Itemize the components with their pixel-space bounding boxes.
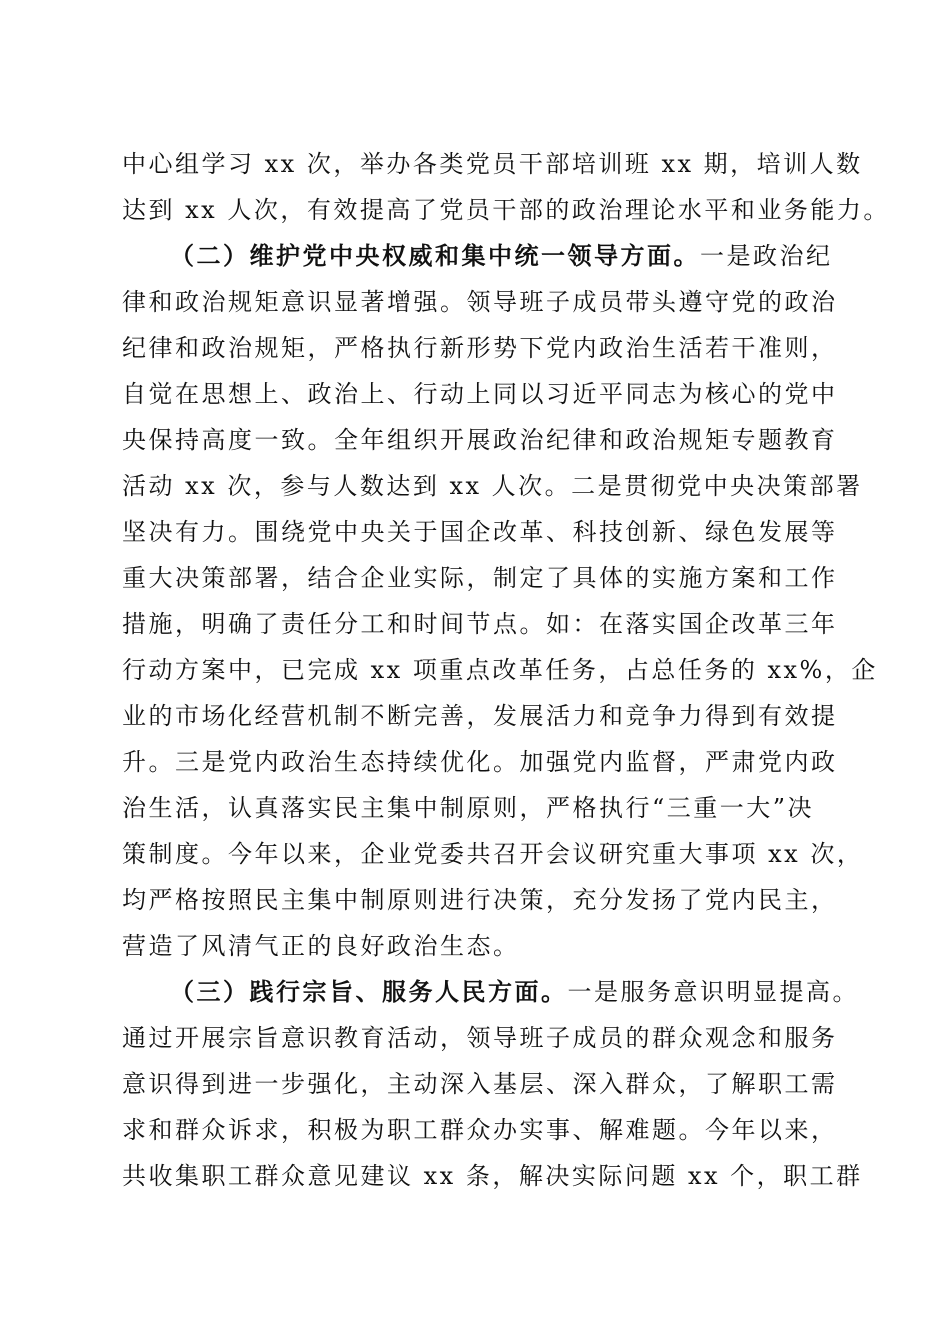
text-line: 策制度。今年以来，企业党委共召开会议研究重大事项 xx 次， [122,840,864,868]
text-line: 重大决策部署，结合企业实际，制定了具体的实施方案和工作 [122,564,838,592]
text-line: 均严格按照民主集中制原则进行决策，充分发扬了党内民主， [122,886,838,914]
text-line: 共收集职工群众意见建议 xx 条，解决实际问题 xx 个，职工群 [122,1162,863,1190]
text-run: 一是服务意识明显提高。 [567,978,859,1006]
text-line: 纪律和政治规矩，严格执行新形势下党内政治生活若干准则， [122,334,838,362]
text-line: 求和群众诉求，积极为职工群众办实事、解难题。今年以来， [122,1116,838,1144]
section-heading-line [170,236,833,276]
text-line: 升。三是党内政治生态持续优化。加强党内监督，严肃党内政 [122,748,838,776]
text-line: 中心组学习 xx 次，举办各类党员干部培训班 xx 期，培训人数 [122,150,863,178]
text-line: 活动 xx 次，参与人数达到 xx 人次。二是贯彻党中央决策部署 [122,472,863,500]
section-heading-line [170,972,859,1012]
text-line: 意识得到进一步强化，主动深入基层、深入群众，了解职工需 [122,1070,838,1098]
text-line: 行动方案中，已完成 xx 项重点改革任务，占总任务的 xx%，企 [122,656,878,684]
text-line: 业的市场化经营机制不断完善，发展活力和竞争力得到有效提 [122,702,838,730]
text-line: 自觉在思想上、政治上、行动上同以习近平同志为核心的党中 [122,380,838,408]
text-line: 央保持高度一致。全年组织开展政治纪律和政治规矩专题教育 [122,426,838,454]
text-line: 营造了风清气正的良好政治生态。 [122,932,520,960]
text-line: 坚决有力。围绕党中央关于国企改革、科技创新、绿色发展等 [122,518,838,546]
section-heading-2: （二）维护党中央权威和集中统一领导方面。 [170,241,700,270]
text-line: 治生活，认真落实民主集中制原则，严格执行“三重一大”决 [122,794,815,822]
text-line: 措施，明确了责任分工和时间节点。如：在落实国企改革三年 [122,610,838,638]
text-line: 通过开展宗旨意识教育活动，领导班子成员的群众观念和服务 [122,1024,838,1052]
text-line: 达到 xx 人次，有效提高了党员干部的政治理论水平和业务能力。 [122,196,890,224]
text-line: 律和政治规矩意识显著增强。领导班子成员带头遵守党的政治 [122,288,838,316]
text-run: 一是政治纪 [700,242,833,270]
section-heading-3: （三）践行宗旨、服务人民方面。 [170,977,568,1006]
